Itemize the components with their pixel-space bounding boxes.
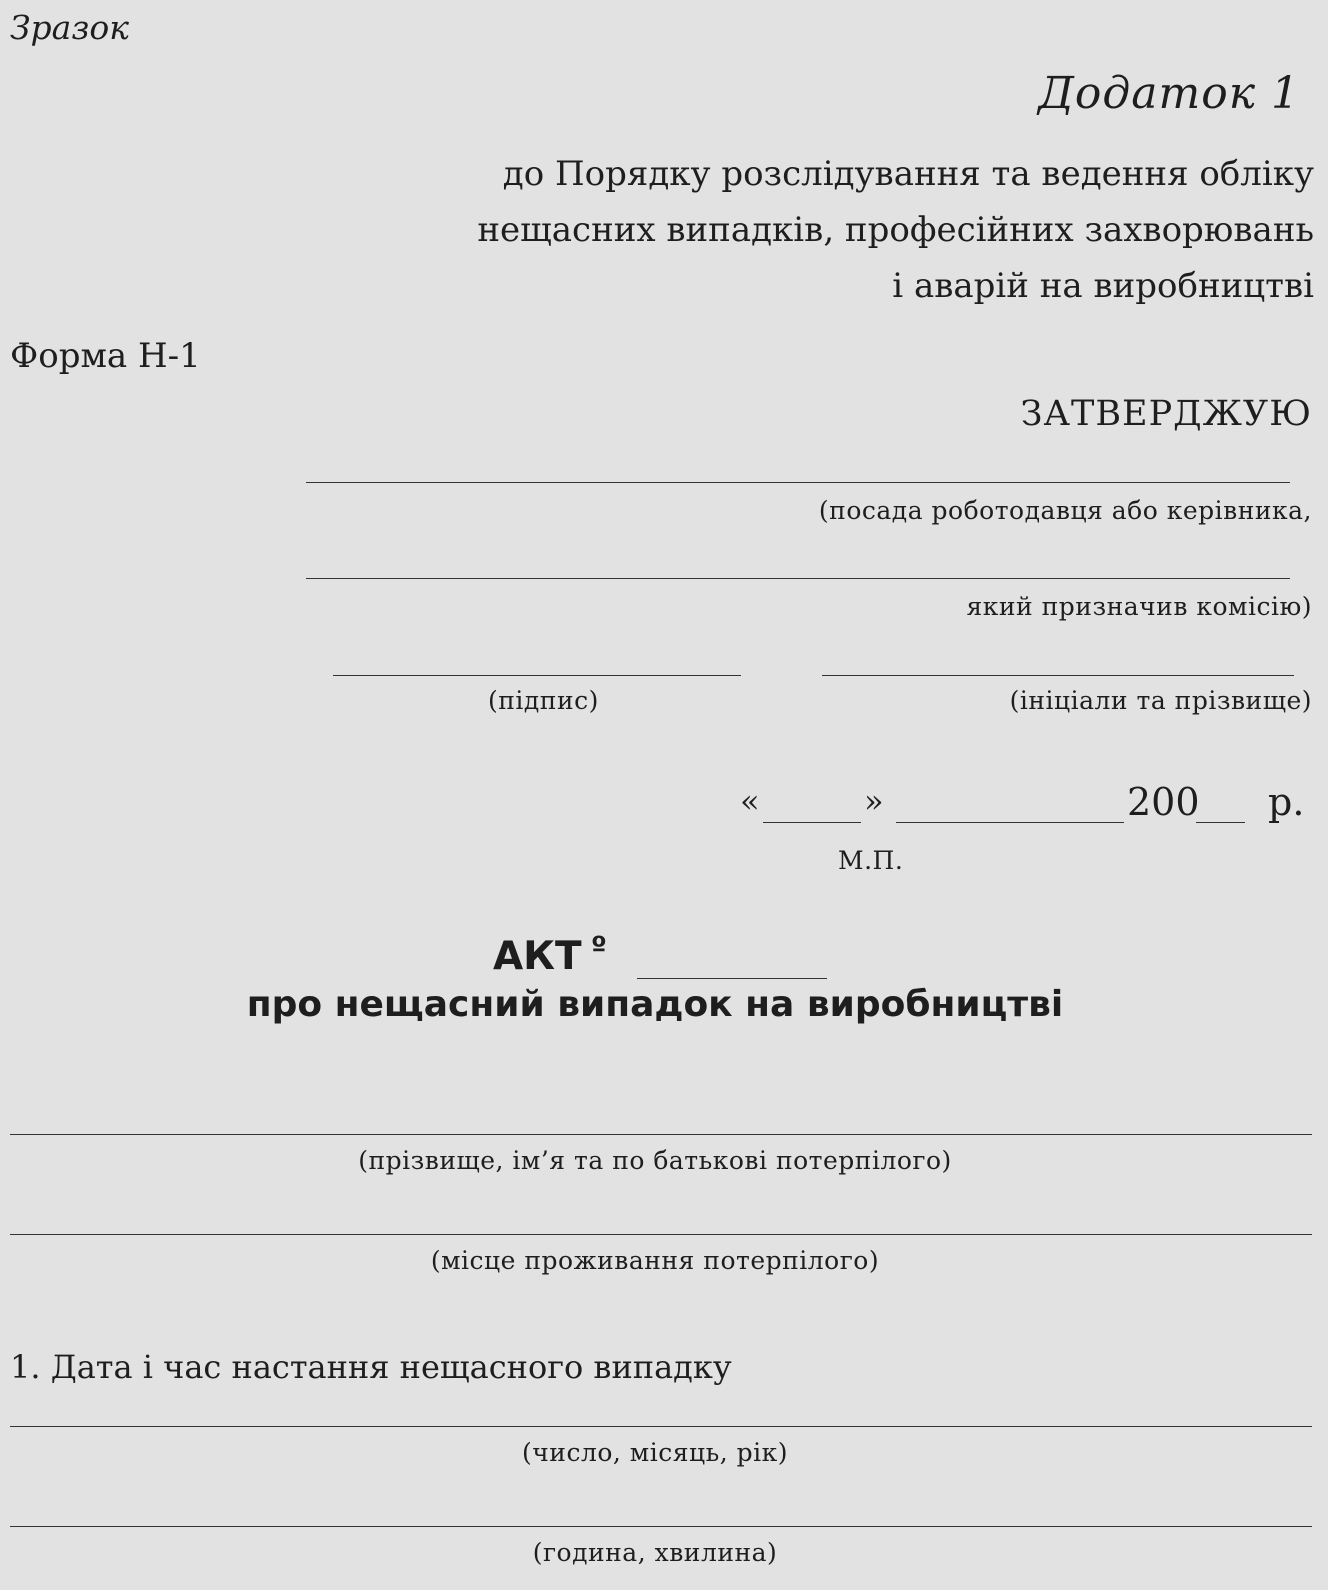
name-caption: (ініціали та прізвище) (1009, 686, 1312, 715)
date-caption: (число, місяць, рік) (522, 1438, 788, 1467)
year-line (1196, 822, 1245, 823)
form-label: Форма Н-1 (10, 336, 201, 376)
approve-label: ЗАТВЕРДЖУЮ (1020, 394, 1312, 434)
stamp-label: М.П. (838, 846, 904, 875)
date-year: 200 (1127, 780, 1200, 824)
commission-caption: який призначив комісію) (966, 592, 1312, 621)
commission-line (306, 578, 1290, 579)
victim-residence-line (10, 1234, 1312, 1235)
date-line (10, 1426, 1312, 1427)
date-open-quote: « (740, 782, 760, 820)
sample-label: Зразок (10, 8, 129, 47)
number-sign: º (591, 930, 607, 963)
section-1-heading: 1. Дата і час настання нещасного випадку (10, 1348, 732, 1386)
time-caption: (година, хвилина) (532, 1538, 778, 1567)
time-line (10, 1526, 1312, 1527)
appendix-ref-line-3: і аварій на виробництві (892, 266, 1314, 306)
appendix-ref-line-2: нещасних випадків, професійних захворювань (477, 210, 1314, 250)
victim-name-line (10, 1134, 1312, 1135)
day-line (763, 822, 861, 823)
appendix-label: Додаток 1 (1038, 68, 1300, 119)
victim-residence-caption: (місце проживання потерпілого) (430, 1246, 880, 1275)
name-line (822, 675, 1294, 676)
act-subtitle: про нещасний випадок на виробництві (246, 984, 1064, 1025)
signature-caption: (підпис) (488, 686, 599, 715)
signature-line (333, 675, 741, 676)
date-close-quote: » (864, 782, 884, 820)
act-title: АКТ (493, 934, 582, 979)
date-suffix: р. (1268, 780, 1305, 824)
act-number-line (637, 978, 827, 979)
appendix-ref-line-1: до Порядку розслідування та ведення обліку (502, 154, 1314, 194)
position-line (306, 482, 1290, 483)
victim-name-caption: (прізвище, ім’я та по батькові потерпілого) (358, 1146, 952, 1175)
appendix-reference (477, 146, 1314, 314)
month-line (896, 822, 1124, 823)
position-caption: (посада роботодавця або керівника, (818, 496, 1312, 525)
